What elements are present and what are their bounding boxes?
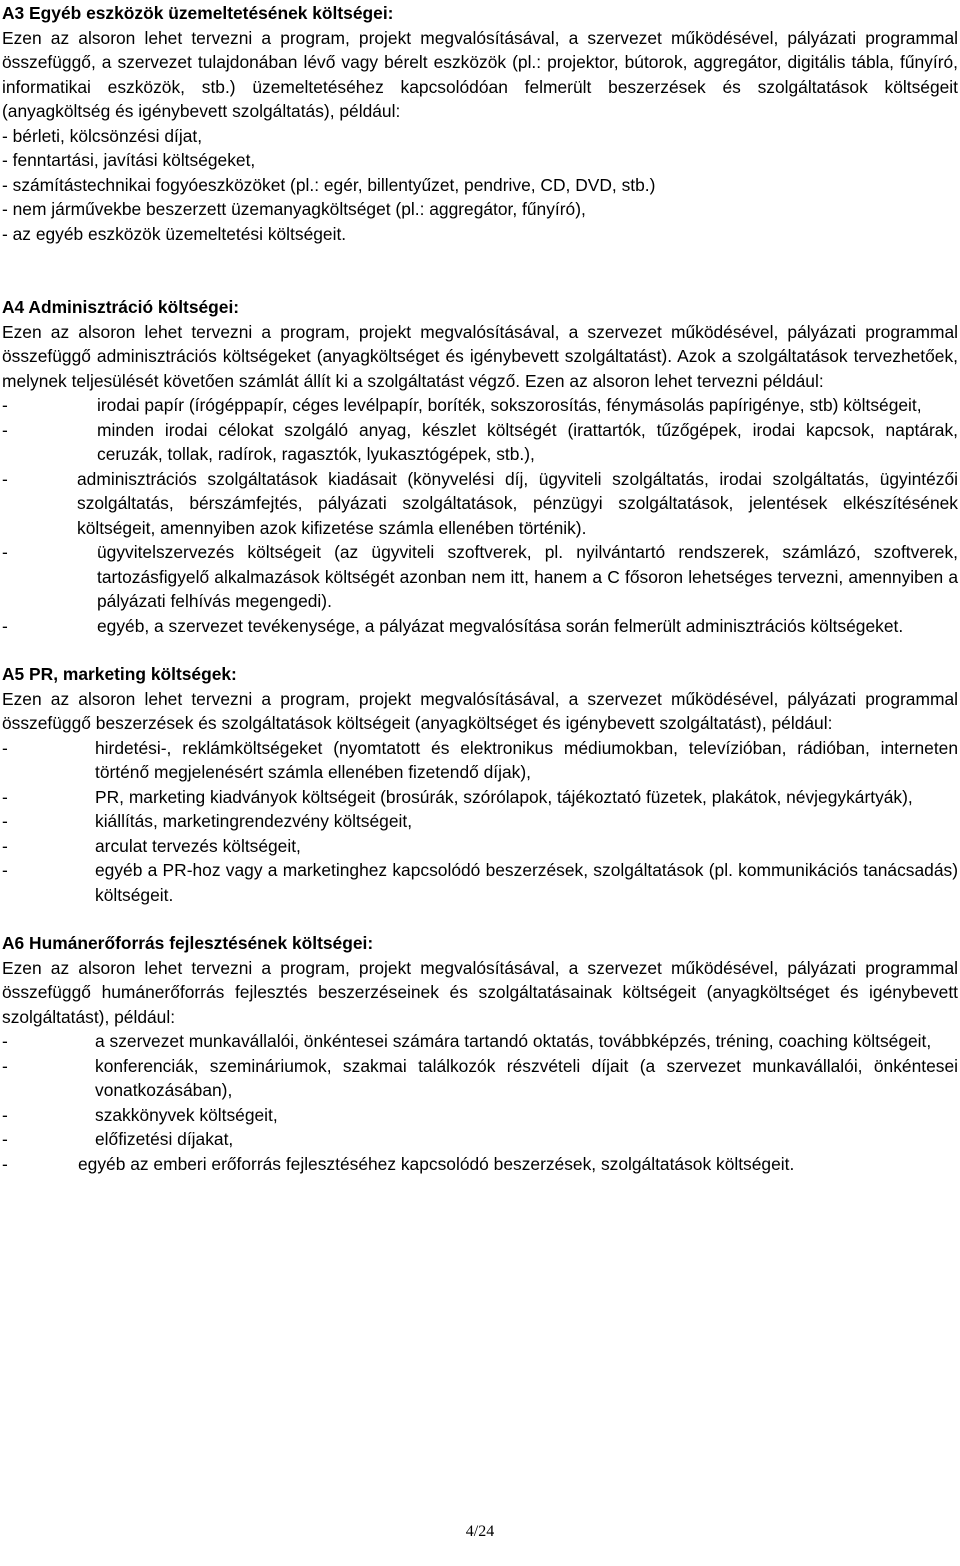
dash-bullet: - (2, 1031, 8, 1051)
list-item: - nem járművekbe beszerzett üzemanyagköltséget (pl.: aggregátor, fűnyíró), (2, 199, 586, 219)
list-item-text: hirdetési-, reklámköltségeket (nyomtatott és elektronikus médiumokban, televízióban, rádióban, interneten történő megjelenésért számla ellenében fizetendő díjak), (95, 737, 958, 782)
dash-bullet: - (2, 1055, 8, 1076)
list-item-text: adminisztrációs szolgáltatások kiadásait (könyvelési díj, ügyviteli szolgáltatás, irodai szolgáltatás, ügyintézői szolgáltatás, bérszámfejtés, pályázati szolgáltatások, pénzügyi szolgáltatások, jelentések elkészítésének költségeit, amennyiben azok kifizetése számla ellenében történik). (77, 468, 958, 538)
section-a5 (2, 662, 958, 907)
section-heading: A6 Humánerőforrás fejlesztésének költségei: (2, 933, 374, 953)
list-item (2, 1054, 958, 1103)
dash-bullet: - (2, 835, 8, 856)
section-intro: Ezen az alsoron lehet tervezni a program, projekt megvalósításával, a szervezet működésével, pályázati programmal összefüggő humánerőforrás fejlesztés beszerzéseinek és szolgáltatásainak költségeit (anyagköltséget és igénybevett szolgáltatást), például: (2, 957, 958, 1027)
list-item-text: egyéb, a szervezet tevékenysége, a pályázat megvalósítása során felmerült adminisztrációs költségeket. (97, 615, 904, 636)
dash-bullet: - (2, 542, 8, 562)
list-item (2, 418, 958, 467)
list-item (2, 736, 958, 785)
dash-bullet: - (2, 1153, 8, 1174)
list-item (2, 858, 958, 907)
dash-bullet: - (2, 615, 8, 636)
bullet-list (2, 736, 958, 908)
list-item-text: irodai papír (írógéppapír, céges levélpapír, boríték, sokszorosítás, fénymásolás papírigénye, stb) költségeit, (97, 395, 922, 415)
section-a3 (2, 1, 958, 246)
section-a4 (2, 295, 958, 638)
bullet-list (2, 1029, 958, 1176)
list-item-text: egyéb az emberi erőforrás fejlesztéséhez kapcsolódó beszerzések, szolgáltatások költségeit. (78, 1153, 795, 1174)
list-item-text: kiállítás, marketingrendezvény költségeit, (95, 811, 413, 831)
section-heading: A3 Egyéb eszközök üzemeltetésének költségei: (2, 3, 394, 23)
section-intro: Ezen az alsoron lehet tervezni a program, projekt megvalósításával, a szervezet működésével, pályázati programmal összefüggő adminisztrációs költségeket (anyagköltséget és igénybevett szolgáltatást). Azok a szolgáltatások tervezhetőek, melynek teljesülését követően számlát állít ki a szolgáltatást végző. Ezen az alsoron lehet tervezni például: (2, 321, 958, 391)
list-item-text: a szervezet munkavállalói, önkéntesei számára tartandó oktatás, továbbképzés, tréning, coaching költségeit, (95, 1031, 932, 1051)
dash-bullet: - (2, 860, 8, 880)
list-item-text: konferenciák, szemináriumok, szakmai találkozók részvételi díjait (a szervezet munkavállalói, önkéntesei vonatkozásában), (95, 1055, 958, 1100)
dash-bullet: - (2, 1129, 8, 1149)
list-item-text: PR, marketing kiadványok költségeit (brosúrák, szórólapok, tájékoztató füzetek, plakátok, névjegykártyák), (95, 786, 913, 807)
page-number: 4/24 (465, 1523, 495, 1540)
dash-bullet: - (2, 419, 8, 440)
bullet-list (2, 393, 958, 638)
dash-bullet: - (2, 468, 8, 489)
list-item: - bérleti, kölcsönzési díjat, (2, 125, 203, 146)
list-item-text: egyéb a PR-hoz vagy a marketinghez kapcsolódó beszerzések, szolgáltatások (pl. kommunikációs tanácsadás) költségeit. (95, 860, 958, 905)
dash-bullet: - (2, 1104, 8, 1125)
section-heading: A5 PR, marketing költségek: (2, 664, 237, 684)
list-item: - számítástechnikai fogyóeszközöket (pl.: egér, billentyűzet, pendrive, CD, DVD, stb.) (2, 174, 656, 195)
list-item-text: minden irodai célokat szolgáló anyag, készlet költségét (irattartók, tűzőgépek, irodai kapcsok, naptárak, ceruzák, tollak, radírok, ragasztók, lyukasztógépek, stb.), (97, 419, 958, 464)
document-content (2, 1, 958, 1176)
list-item-text: előfizetési díjakat, (95, 1129, 234, 1149)
section-intro: Ezen az alsoron lehet tervezni a program, projekt megvalósításával, a szervezet működésével, pályázati programmal összefüggő, a szervezet tulajdonában lévő vagy bérelt eszközök (pl.: projektor, bútorok, aggregátor, digitális tábla, fűnyíró, informatikai eszközök, stb.) üzemeltetéséhez kapcsolódóan felmerült beszerzések és szolgáltatások költségeit (anyagköltség és igénybevett szolgáltatás), például: (2, 27, 958, 121)
list-item (2, 834, 958, 859)
list-item-text: szakkönyvek költségeit, (95, 1104, 278, 1125)
list-item (2, 467, 958, 541)
dash-bullet: - (2, 737, 8, 758)
list-item-text: arculat tervezés költségeit, (95, 835, 301, 856)
section-heading: A4 Adminisztráció költségei: (2, 297, 240, 317)
dash-bullet: - (2, 395, 8, 415)
list-item (2, 614, 958, 639)
list-item (2, 785, 958, 810)
list-item (2, 1152, 958, 1177)
list-item (2, 1127, 958, 1152)
section-a6 (2, 931, 958, 1176)
section-intro: Ezen az alsoron lehet tervezni a program, projekt megvalósításával, a szervezet működésével, pályázati programmal összefüggő beszerzések és szolgáltatások költségeit (anyagköltséget és igénybevett szolgáltatást), például: (2, 688, 958, 733)
list-item (2, 1103, 958, 1128)
list-item (2, 809, 958, 834)
list-item: - fenntartási, javítási költségeket, (2, 150, 256, 170)
list-item (2, 540, 958, 614)
list-item-text: ügyvitelszervezés költségeit (az ügyviteli szoftverek, pl. nyilvántartó rendszerek, számlázó, szoftverek, tartozásfigyelő alkalmazások költségét azonban nem itt, hanem a C fősoron lehetséges tervezni, amennyiben a pályázati felhívás megengedi). (97, 542, 958, 611)
list-item (2, 393, 958, 418)
list-item (2, 1029, 958, 1054)
dash-bullet: - (2, 786, 8, 807)
dash-bullet: - (2, 811, 8, 831)
list-item: - az egyéb eszközök üzemeltetési költségeit. (2, 223, 347, 244)
